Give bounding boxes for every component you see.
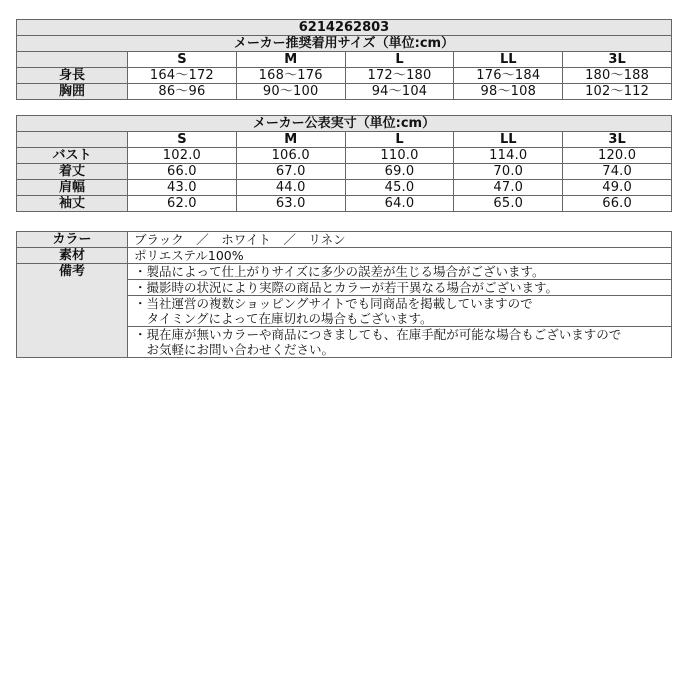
table-cell: 102～112 — [563, 84, 672, 100]
table-cell: 90～100 — [236, 84, 345, 100]
table-row — [17, 232, 672, 248]
size-header: M — [236, 52, 345, 68]
table-cell: 69.0 — [345, 164, 454, 180]
color-value: ブラック ／ ホワイト ／ リネン — [128, 232, 672, 248]
table-cell: 67.0 — [236, 164, 345, 180]
table-cell: 98～108 — [454, 84, 563, 100]
table-cell: 66.0 — [128, 164, 237, 180]
row-label: 胸囲 — [17, 84, 128, 100]
size-header: M — [236, 132, 345, 148]
note-line: お気軽にお問い合わせください。 — [134, 342, 335, 357]
note-block — [128, 327, 672, 358]
note-block — [128, 296, 672, 327]
note-line: ・製品によって仕上がりサイズに多少の誤差が生じる場合がございます。 — [128, 264, 672, 280]
recommended-table-title: メーカー推奨着用サイズ（単位:cm） — [17, 36, 672, 52]
row-label: 肩幅 — [17, 180, 128, 196]
size-header: S — [128, 52, 237, 68]
table-row — [17, 248, 672, 264]
table-cell: 44.0 — [236, 180, 345, 196]
note-line: タイミングによって在庫切れの場合もございます。 — [134, 311, 433, 326]
note-line: ・当社運営の複数ショッピングサイトでも同商品を掲載していますので — [134, 296, 533, 311]
table-cell: 120.0 — [563, 148, 672, 164]
notes-label: 備考 — [17, 264, 128, 358]
table-cell: 65.0 — [454, 196, 563, 212]
table-cell: 43.0 — [128, 180, 237, 196]
measured-size-table — [16, 115, 672, 212]
table-cell: 64.0 — [345, 196, 454, 212]
table-cell: 47.0 — [454, 180, 563, 196]
table-row — [17, 164, 672, 180]
recommended-size-table — [16, 19, 672, 100]
table-cell: 110.0 — [345, 148, 454, 164]
note-line: ・現在庫が無いカラーや商品につきましても、在庫手配が可能な場合もございますので — [134, 327, 622, 342]
note-line: ・撮影時の状況により実際の商品とカラーが若干異なる場合がございます。 — [128, 280, 672, 296]
table-row — [17, 148, 672, 164]
measured-table-title: メーカー公表実寸（単位:cm） — [17, 116, 672, 132]
table-cell: 74.0 — [563, 164, 672, 180]
table-cell: 164～172 — [128, 68, 237, 84]
color-label: カラー — [17, 232, 128, 248]
table-cell: 168～176 — [236, 68, 345, 84]
row-label: 身長 — [17, 68, 128, 84]
table-row — [17, 196, 672, 212]
size-header: 3L — [563, 132, 672, 148]
material-value: ポリエステル100% — [128, 248, 672, 264]
table-cell: 176～184 — [454, 68, 563, 84]
table-cell: 45.0 — [345, 180, 454, 196]
row-label: 袖丈 — [17, 196, 128, 212]
size-header: 3L — [563, 52, 672, 68]
table-cell: 114.0 — [454, 148, 563, 164]
table-row — [17, 68, 672, 84]
material-label: 素材 — [17, 248, 128, 264]
table-cell: 49.0 — [563, 180, 672, 196]
product-info-table — [16, 231, 672, 358]
size-header: L — [345, 132, 454, 148]
table-row — [17, 264, 672, 280]
size-header: L — [345, 52, 454, 68]
table-cell: 172～180 — [345, 68, 454, 84]
table-cell: 66.0 — [563, 196, 672, 212]
table-row — [17, 84, 672, 100]
row-label: 着丈 — [17, 164, 128, 180]
product-code: 6214262803 — [17, 20, 672, 36]
table-cell: 63.0 — [236, 196, 345, 212]
table-row — [17, 180, 672, 196]
table-cell: 86～96 — [128, 84, 237, 100]
table-cell: 94～104 — [345, 84, 454, 100]
size-header: LL — [454, 52, 563, 68]
size-header: S — [128, 132, 237, 148]
table-cell: 106.0 — [236, 148, 345, 164]
table-cell: 180～188 — [563, 68, 672, 84]
corner-cell — [17, 52, 128, 68]
row-label: バスト — [17, 148, 128, 164]
table-cell: 62.0 — [128, 196, 237, 212]
table-cell: 70.0 — [454, 164, 563, 180]
corner-cell — [17, 132, 128, 148]
table-cell: 102.0 — [128, 148, 237, 164]
size-header: LL — [454, 132, 563, 148]
